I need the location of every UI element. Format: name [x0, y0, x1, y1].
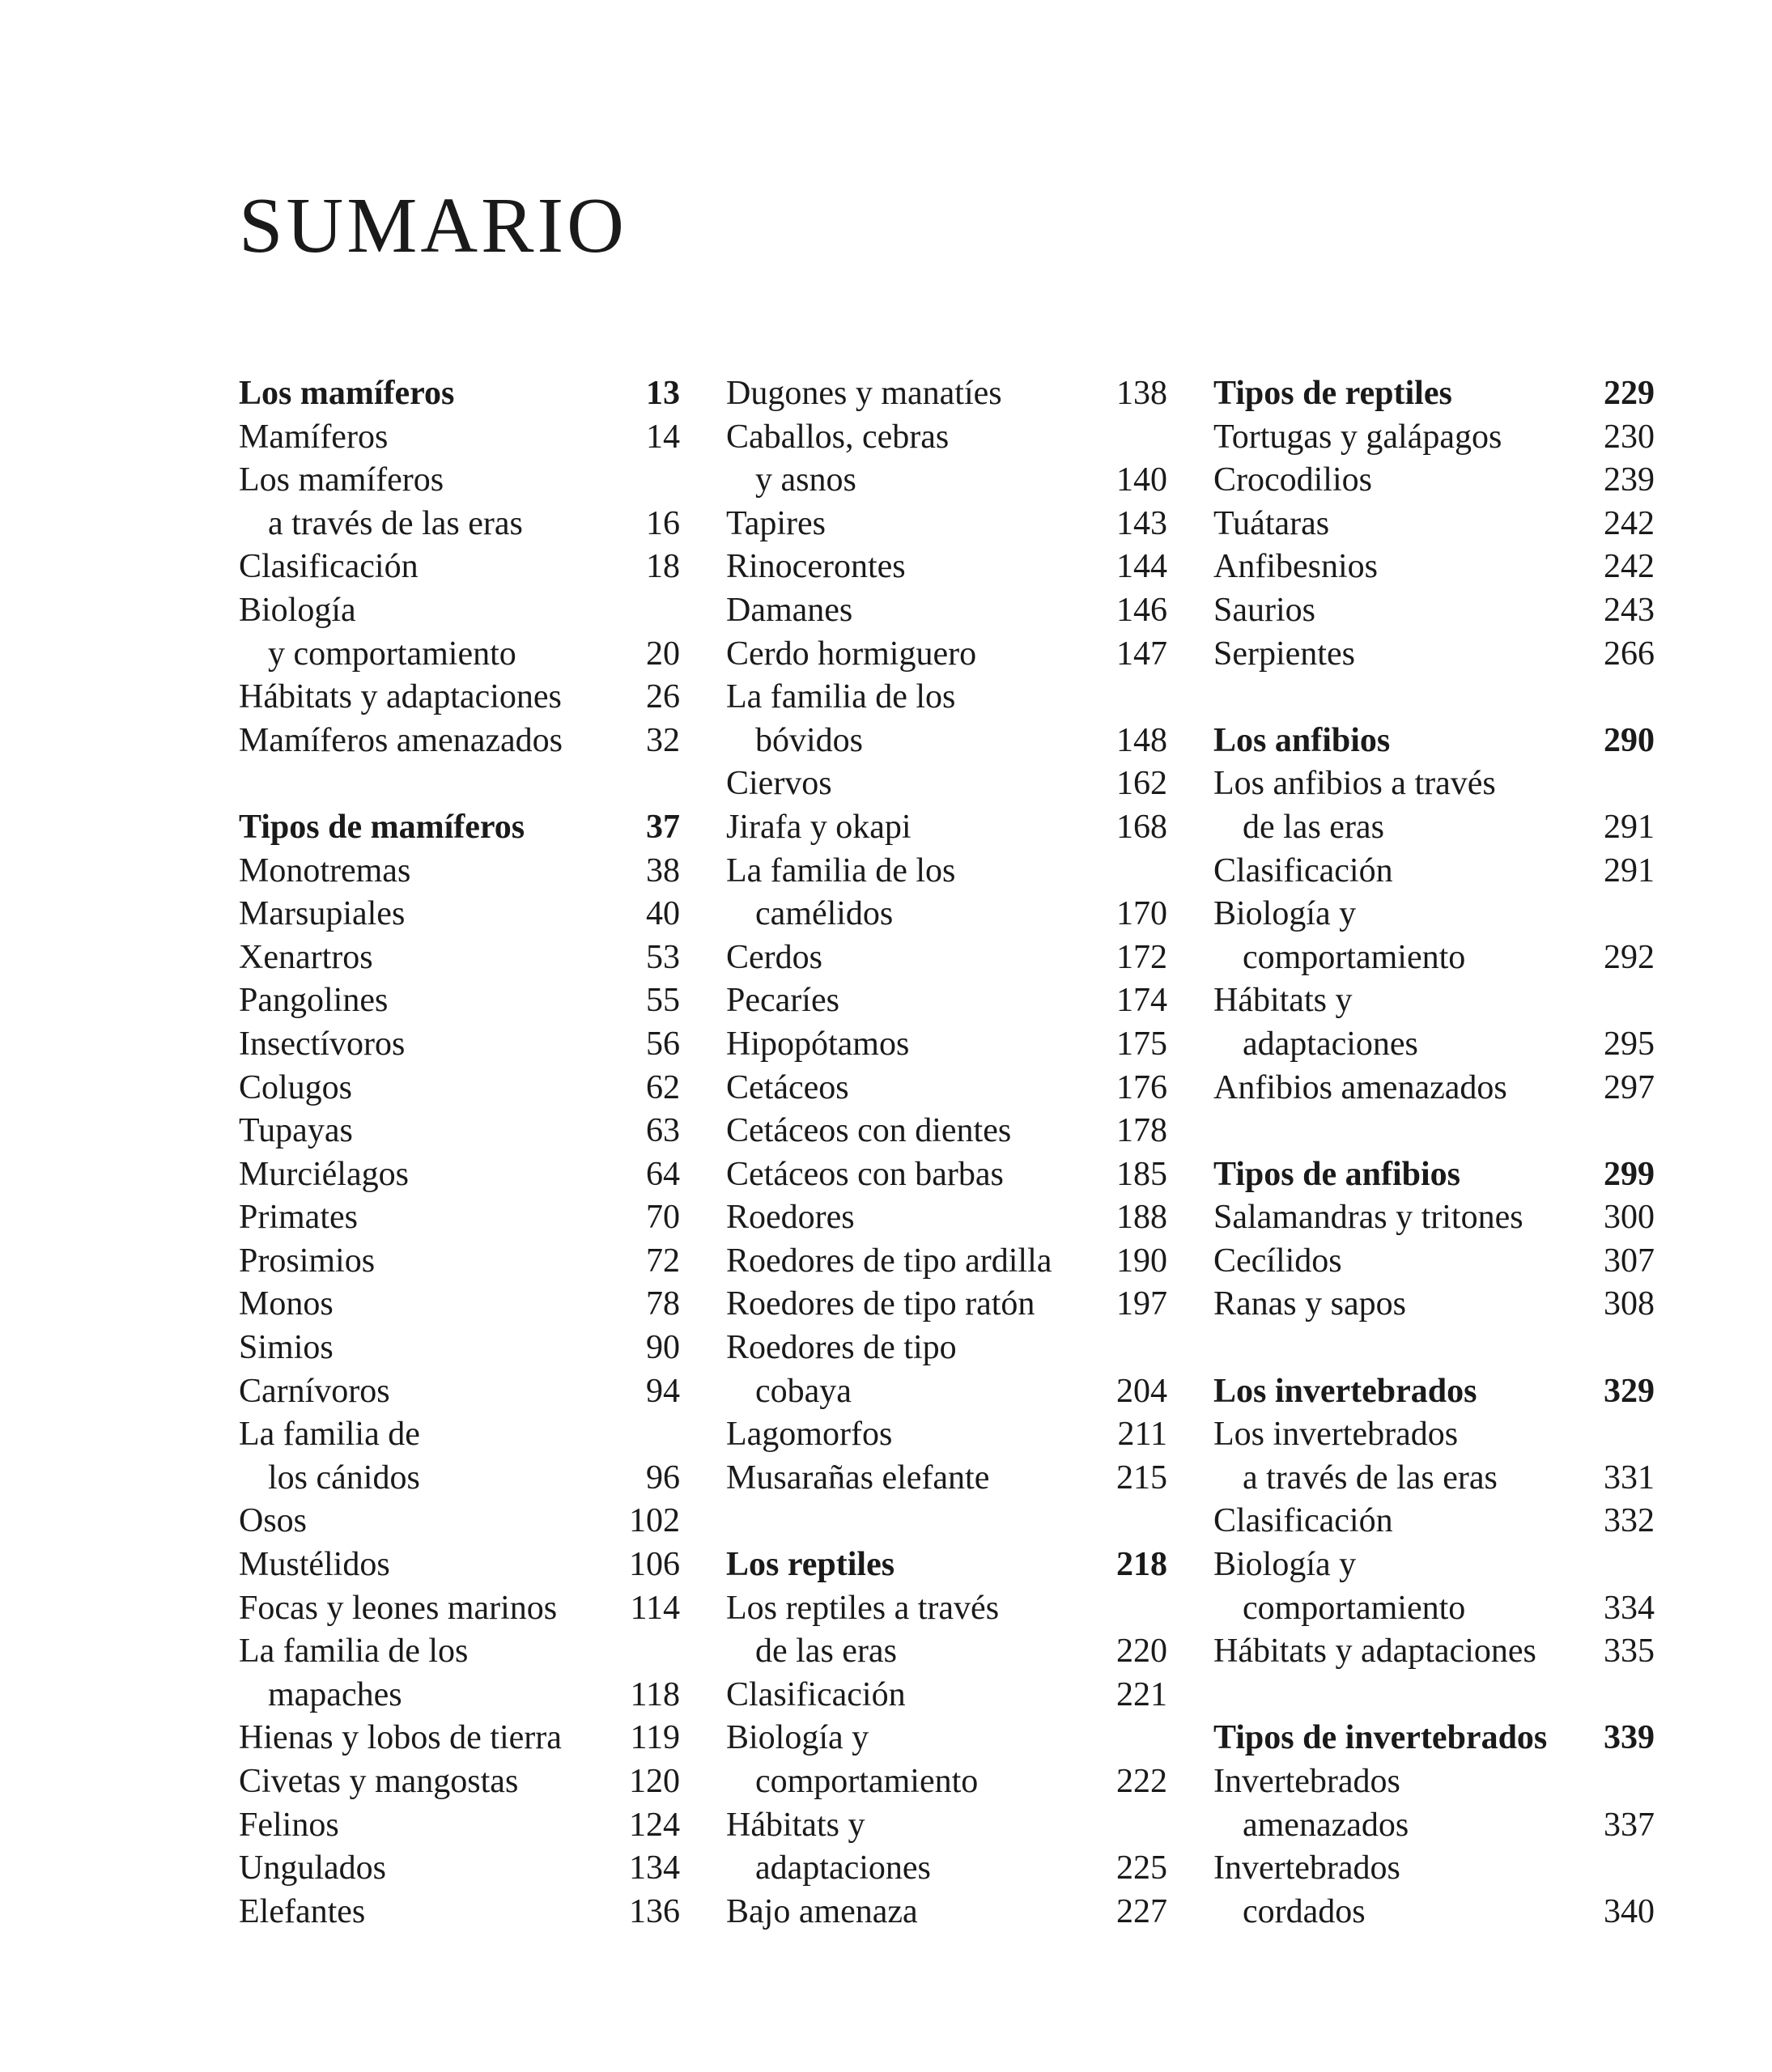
toc-entry	[239, 1891, 680, 1934]
toc-entry	[1213, 762, 1655, 806]
toc-entry-page-number: 18	[646, 548, 680, 586]
toc-entry-page-number: 292	[1604, 938, 1655, 976]
toc-entry-label: Tortugas y galápagos	[1213, 418, 1502, 456]
toc-entry	[239, 416, 680, 460]
toc-entry-label: Musarañas elefante	[726, 1458, 990, 1497]
toc-entry-page-number: 13	[646, 375, 680, 412]
toc-entry-label: adaptaciones	[755, 1849, 931, 1887]
toc-entry-label: Cerdo hormiguero	[726, 635, 977, 673]
toc-entry-label: La familia de	[239, 1416, 420, 1454]
toc-entry-label: Biología y	[1213, 895, 1357, 933]
toc-entry-page-number: 55	[646, 982, 680, 1020]
toc-entry	[726, 1891, 1167, 1934]
toc-entry	[726, 1413, 1167, 1457]
toc-entry-label: Los reptiles	[726, 1546, 895, 1584]
toc-entry-page-number: 329	[1604, 1372, 1655, 1410]
toc-entry-label: Insectívoros	[239, 1025, 406, 1063]
toc-entry-label: Mamíferos	[239, 418, 389, 456]
toc-entry	[239, 1240, 680, 1284]
toc-entry-page-number: 38	[646, 851, 680, 890]
toc-entry-page-number: 148	[1116, 721, 1167, 759]
toc-entry-label: Hábitats y	[1213, 982, 1353, 1020]
toc-entry-label: La familia de los	[239, 1633, 469, 1671]
toc-entry	[726, 1847, 1167, 1891]
toc-entry	[239, 1500, 680, 1543]
toc-entry	[726, 720, 1167, 763]
toc-entry	[239, 1847, 680, 1891]
toc-entry	[1213, 1196, 1655, 1240]
toc-entry-page-number: 106	[629, 1546, 680, 1584]
toc-entry-label: Monos	[239, 1285, 334, 1323]
toc-entry-label: Simios	[239, 1329, 334, 1367]
toc-entry-page-number: 178	[1116, 1112, 1167, 1150]
toc-section-heading	[1213, 1153, 1655, 1197]
toc-entry	[726, 589, 1167, 633]
toc-entry-label: Crocodilios	[1213, 461, 1372, 499]
toc-entry	[1213, 850, 1655, 894]
toc-entry	[239, 1457, 680, 1501]
toc-entry	[239, 1630, 680, 1674]
toc-entry-label: Hábitats y adaptaciones	[239, 678, 562, 716]
toc-entry-page-number: 114	[630, 1589, 680, 1627]
toc-entry-label: Osos	[239, 1502, 308, 1540]
toc-entry	[726, 1717, 1167, 1760]
toc-entry	[239, 1153, 680, 1197]
toc-entry-label: Roedores de tipo ardilla	[726, 1242, 1052, 1280]
toc-entry	[726, 503, 1167, 546]
toc-entry-label: mapaches	[268, 1675, 402, 1713]
toc-entry	[726, 546, 1167, 589]
toc-entry	[1213, 546, 1655, 589]
toc-entry	[239, 893, 680, 936]
toc-entry	[726, 1760, 1167, 1804]
toc-entry-page-number: 90	[646, 1329, 680, 1367]
toc-entry	[726, 850, 1167, 894]
toc-entry	[239, 546, 680, 589]
toc-entry-page-number: 185	[1116, 1155, 1167, 1193]
toc-entry-label: Clasificación	[239, 548, 419, 586]
toc-entry-page-number: 119	[630, 1719, 680, 1757]
toc-entry-label: Marsupiales	[239, 895, 406, 933]
toc-entry	[239, 1283, 680, 1327]
toc-column-1	[239, 372, 680, 1934]
toc-entry-label: Bajo amenaza	[726, 1892, 918, 1930]
toc-entry-label: a través de las eras	[268, 504, 523, 542]
toc-entry	[239, 1023, 680, 1067]
toc-entry-page-number: 172	[1116, 938, 1167, 976]
toc-entry	[239, 589, 680, 633]
toc-entry-page-number: 64	[646, 1155, 680, 1193]
toc-entry-page-number: 334	[1604, 1589, 1655, 1627]
toc-entry	[1213, 1630, 1655, 1674]
toc-entry-label: Roedores de tipo	[726, 1329, 957, 1367]
toc-entry-page-number: 136	[629, 1892, 680, 1930]
toc-entry	[239, 1196, 680, 1240]
toc-entry-page-number: 227	[1116, 1892, 1167, 1930]
toc-entry	[1213, 1500, 1655, 1543]
toc-entry-label: Cerdos	[726, 938, 822, 976]
toc-entry-page-number: 197	[1116, 1285, 1167, 1323]
section-spacer	[1213, 1327, 1655, 1370]
toc-entry-label: Dugones y manatíes	[726, 375, 1002, 412]
toc-entry-label: Xenartros	[239, 938, 373, 976]
toc-entry	[239, 850, 680, 894]
toc-entry-label: amenazados	[1243, 1806, 1409, 1844]
toc-entry	[726, 1153, 1167, 1197]
toc-entry-label: Focas y leones marinos	[239, 1589, 558, 1627]
toc-entry-label: La familia de los	[726, 851, 956, 890]
toc-entry-label: y comportamiento	[268, 635, 516, 673]
toc-column-3	[1213, 372, 1655, 1934]
toc-entry-label: Damanes	[726, 591, 853, 629]
toc-entry-label: Hienas y lobos de tierra	[239, 1719, 562, 1757]
toc-entry-label: Cetáceos con barbas	[726, 1155, 1004, 1193]
toc-entry-page-number: 299	[1604, 1155, 1655, 1193]
toc-entry	[726, 762, 1167, 806]
toc-entry-label: camélidos	[755, 895, 894, 933]
toc-entry	[726, 1630, 1167, 1674]
toc-entry-page-number: 308	[1604, 1285, 1655, 1323]
toc-entry-page-number: 26	[646, 678, 680, 716]
toc-entry-label: Tuátaras	[1213, 504, 1330, 542]
toc-entry	[726, 806, 1167, 850]
toc-entry	[239, 936, 680, 980]
toc-entry-page-number: 138	[1116, 375, 1167, 412]
toc-entry-page-number: 120	[629, 1763, 680, 1800]
toc-entry-label: de las eras	[755, 1633, 897, 1671]
toc-entry-page-number: 190	[1116, 1242, 1167, 1280]
toc-entry-label: Ciervos	[726, 765, 832, 803]
toc-entry-label: de las eras	[1243, 808, 1384, 846]
toc-entry-label: Cecílidos	[1213, 1242, 1342, 1280]
toc-entry-page-number: 188	[1116, 1199, 1167, 1237]
toc-entry-page-number: 134	[629, 1849, 680, 1887]
toc-entry-page-number: 339	[1604, 1719, 1655, 1757]
toc-entry-page-number: 291	[1604, 851, 1655, 890]
toc-entry-page-number: 225	[1116, 1849, 1167, 1887]
toc-entry-page-number: 146	[1116, 591, 1167, 629]
toc-entry	[239, 633, 680, 677]
toc-entry	[239, 459, 680, 503]
toc-entry-page-number: 124	[629, 1806, 680, 1844]
toc-entry-page-number: 221	[1116, 1675, 1167, 1713]
toc-entry-label: y asnos	[755, 461, 856, 499]
toc-entry-label: comportamiento	[1243, 938, 1466, 976]
toc-entry	[1213, 1587, 1655, 1631]
toc-entry-page-number: 340	[1604, 1892, 1655, 1930]
toc-entry-page-number: 242	[1604, 548, 1655, 586]
toc-entry-label: Monotremas	[239, 851, 411, 890]
toc-section-heading	[726, 1543, 1167, 1587]
toc-entry-page-number: 337	[1604, 1806, 1655, 1844]
toc-entry-label: Tupayas	[239, 1112, 353, 1150]
toc-entry-page-number: 222	[1116, 1763, 1167, 1800]
toc-entry-page-number: 230	[1604, 418, 1655, 456]
toc-entry-label: Caballos, cebras	[726, 418, 950, 456]
toc-entry-label: Lagomorfos	[726, 1416, 893, 1454]
toc-entry	[726, 1804, 1167, 1848]
toc-entry-label: Pecaríes	[726, 982, 839, 1020]
toc-entry-label: adaptaciones	[1243, 1025, 1418, 1063]
toc-entry	[1213, 1413, 1655, 1457]
toc-entry-page-number: 211	[1117, 1416, 1167, 1454]
toc-entry-label: Roedores	[726, 1199, 855, 1237]
toc-entry-page-number: 168	[1116, 808, 1167, 846]
toc-entry-label: Prosimios	[239, 1242, 376, 1280]
toc-entry	[1213, 1240, 1655, 1284]
toc-entry-label: Tipos de invertebrados	[1213, 1719, 1548, 1757]
toc-entry-page-number: 147	[1116, 635, 1167, 673]
toc-entry	[1213, 806, 1655, 850]
toc-entry-label: Los invertebrados	[1213, 1416, 1459, 1454]
toc-entry-label: Tipos de mamíferos	[239, 808, 525, 846]
toc-entry-page-number: 56	[646, 1025, 680, 1063]
toc-entry-label: Elefantes	[239, 1892, 366, 1930]
toc-entry-label: cordados	[1243, 1892, 1366, 1930]
toc-entry-page-number: 266	[1604, 635, 1655, 673]
toc-section-heading	[239, 372, 680, 416]
toc-entry-label: Primates	[239, 1199, 358, 1237]
toc-entry	[726, 1327, 1167, 1370]
toc-entry-label: Clasificación	[726, 1675, 906, 1713]
toc-entry-label: Anfibesnios	[1213, 548, 1378, 586]
toc-entry-page-number: 218	[1116, 1546, 1167, 1584]
toc-entry-label: Pangolines	[239, 982, 389, 1020]
page-title: SUMARIO	[239, 182, 627, 270]
toc-entry	[726, 1110, 1167, 1153]
toc-entry	[239, 1370, 680, 1414]
toc-entry	[1213, 1023, 1655, 1067]
toc-entry-label: Mustélidos	[239, 1546, 390, 1584]
toc-entry-page-number: 53	[646, 938, 680, 976]
toc-entry	[239, 1327, 680, 1370]
toc-entry-page-number: 243	[1604, 591, 1655, 629]
toc-entry-page-number: 70	[646, 1199, 680, 1237]
toc-entry	[726, 893, 1167, 936]
toc-entry-page-number: 143	[1116, 504, 1167, 542]
toc-entry-page-number: 63	[646, 1112, 680, 1150]
toc-entry	[1213, 503, 1655, 546]
toc-entry-page-number: 144	[1116, 548, 1167, 586]
toc-entry	[1213, 416, 1655, 460]
toc-entry	[726, 372, 1167, 416]
toc-entry-label: Los mamíferos	[239, 461, 444, 499]
toc-entry-label: Mamíferos amenazados	[239, 721, 563, 759]
toc-entry-page-number: 239	[1604, 461, 1655, 499]
toc-entry	[1213, 1543, 1655, 1587]
toc-entry	[726, 1023, 1167, 1067]
toc-entry-label: los cánidos	[268, 1458, 420, 1497]
toc-entry	[726, 1067, 1167, 1110]
toc-entry-label: Clasificación	[1213, 1502, 1393, 1540]
toc-entry	[239, 1413, 680, 1457]
toc-entry-label: Ungulados	[239, 1849, 386, 1887]
toc-entry	[1213, 459, 1655, 503]
toc-entry-page-number: 174	[1116, 982, 1167, 1020]
toc-entry-page-number: 215	[1116, 1458, 1167, 1497]
toc-entry	[1213, 1283, 1655, 1327]
toc-entry	[1213, 1847, 1655, 1891]
toc-entry	[239, 1717, 680, 1760]
toc-entry-page-number: 332	[1604, 1502, 1655, 1540]
toc-entry-label: Los anfibios a través	[1213, 765, 1496, 803]
toc-entry-page-number: 62	[646, 1068, 680, 1106]
toc-entry	[726, 979, 1167, 1023]
toc-entry-label: Tipos de reptiles	[1213, 375, 1452, 412]
toc-entry-page-number: 37	[646, 808, 680, 846]
toc-entry-label: Jirafa y okapi	[726, 808, 911, 846]
toc-entry	[239, 676, 680, 720]
toc-entry-label: Ranas y sapos	[1213, 1285, 1406, 1323]
toc-entry-label: Los mamíferos	[239, 375, 455, 412]
toc-entry-label: Invertebrados	[1213, 1763, 1400, 1800]
toc-entry-label: Hábitats y adaptaciones	[1213, 1633, 1536, 1671]
toc-entry-page-number: 335	[1604, 1633, 1655, 1671]
toc-section-heading	[1213, 372, 1655, 416]
toc-entry-page-number: 204	[1116, 1372, 1167, 1410]
toc-entry	[239, 503, 680, 546]
toc-entry-label: Carnívoros	[239, 1372, 390, 1410]
toc-entry	[726, 459, 1167, 503]
toc-entry	[1213, 893, 1655, 936]
toc-entry	[239, 1760, 680, 1804]
toc-section-heading	[239, 806, 680, 850]
section-spacer	[726, 1500, 1167, 1543]
toc-entry	[726, 1370, 1167, 1414]
toc-entry-page-number: 290	[1604, 721, 1655, 759]
toc-entry	[239, 1804, 680, 1848]
toc-entry-label: Saurios	[1213, 591, 1315, 629]
toc-entry-page-number: 32	[646, 721, 680, 759]
toc-entry	[726, 936, 1167, 980]
toc-entry-page-number: 297	[1604, 1068, 1655, 1106]
toc-entry-label: Hipopótamos	[726, 1025, 910, 1063]
section-spacer	[1213, 1110, 1655, 1153]
toc-entry-page-number: 229	[1604, 375, 1655, 412]
toc-entry	[239, 720, 680, 763]
toc-entry-page-number: 170	[1116, 895, 1167, 933]
toc-entry	[726, 1196, 1167, 1240]
toc-entry-label: Los anfibios	[1213, 721, 1391, 759]
toc-entry-page-number: 175	[1116, 1025, 1167, 1063]
toc-entry-label: Tapires	[726, 504, 827, 542]
toc-section-heading	[1213, 1370, 1655, 1414]
toc-entry-page-number: 176	[1116, 1068, 1167, 1106]
toc-entry	[1213, 1804, 1655, 1848]
toc-entry-label: Biología y	[726, 1719, 869, 1757]
toc-entry-label: Clasificación	[1213, 851, 1393, 890]
toc-entry-label: Los reptiles a través	[726, 1589, 1000, 1627]
toc-entry-page-number: 300	[1604, 1199, 1655, 1237]
toc-entry-label: bóvidos	[755, 721, 864, 759]
toc-entry	[726, 1283, 1167, 1327]
toc-column-2	[726, 372, 1167, 1934]
toc-entry-label: comportamiento	[1243, 1589, 1466, 1627]
toc-entry-page-number: 14	[646, 418, 680, 456]
toc-entry	[726, 1587, 1167, 1631]
toc-entry-label: Salamandras y tritones	[1213, 1199, 1523, 1237]
toc-entry-label: Felinos	[239, 1806, 339, 1844]
toc-entry-label: a través de las eras	[1243, 1458, 1498, 1497]
toc-entry-label: Anfibios amenazados	[1213, 1068, 1507, 1106]
toc-entry-label: Cetáceos	[726, 1068, 849, 1106]
toc-entry	[726, 1457, 1167, 1501]
toc-entry-page-number: 331	[1604, 1458, 1655, 1497]
toc-entry-page-number: 72	[646, 1242, 680, 1280]
toc-entry	[726, 633, 1167, 677]
toc-entry-label: Los invertebrados	[1213, 1372, 1477, 1410]
toc-entry-label: Roedores de tipo ratón	[726, 1285, 1035, 1323]
toc-entry-page-number: 118	[630, 1675, 680, 1713]
toc-entry	[726, 1240, 1167, 1284]
toc-entry-page-number: 94	[646, 1372, 680, 1410]
toc-entry	[239, 1110, 680, 1153]
toc-entry-label: Hábitats y	[726, 1806, 865, 1844]
toc-entry-page-number: 162	[1116, 765, 1167, 803]
toc-entry-page-number: 78	[646, 1285, 680, 1323]
toc-entry	[239, 979, 680, 1023]
toc-entry-label: Colugos	[239, 1068, 353, 1106]
toc-entry-page-number: 16	[646, 504, 680, 542]
toc-entry	[1213, 979, 1655, 1023]
toc-entry-label: La familia de los	[726, 678, 956, 716]
toc-entry	[726, 1674, 1167, 1717]
section-spacer	[1213, 676, 1655, 720]
toc-entry-page-number: 291	[1604, 808, 1655, 846]
toc-entry-label: Rinocerontes	[726, 548, 906, 586]
toc-entry-label: Biología y	[1213, 1546, 1357, 1584]
toc-entry	[1213, 589, 1655, 633]
toc-entry-page-number: 96	[646, 1458, 680, 1497]
toc-entry	[1213, 633, 1655, 677]
toc-entry-label: Civetas y mangostas	[239, 1763, 519, 1800]
toc-entry-label: Tipos de anfibios	[1213, 1155, 1461, 1193]
toc-entry-label: Murciélagos	[239, 1155, 409, 1193]
toc-entry	[239, 1543, 680, 1587]
toc-entry-page-number: 102	[629, 1502, 680, 1540]
toc-entry-label: Cetáceos con dientes	[726, 1112, 1012, 1150]
toc-entry-page-number: 295	[1604, 1025, 1655, 1063]
toc-entry	[1213, 1891, 1655, 1934]
toc-entry	[1213, 1760, 1655, 1804]
section-spacer	[1213, 1674, 1655, 1717]
toc-entry-label: cobaya	[755, 1372, 852, 1410]
toc-entry	[1213, 1067, 1655, 1110]
toc-entry	[239, 1674, 680, 1717]
toc-entry-page-number: 140	[1116, 461, 1167, 499]
toc-entry-page-number: 307	[1604, 1242, 1655, 1280]
toc-entry	[1213, 936, 1655, 980]
toc-entry	[726, 676, 1167, 720]
toc-entry-page-number: 40	[646, 895, 680, 933]
toc-entry-page-number: 220	[1116, 1633, 1167, 1671]
toc-entry-label: Biología	[239, 591, 356, 629]
toc-entry	[239, 1067, 680, 1110]
toc-entry-label: Serpientes	[1213, 635, 1355, 673]
toc-entry-label: Invertebrados	[1213, 1849, 1400, 1887]
toc-entry-page-number: 20	[646, 635, 680, 673]
toc-entry	[1213, 1457, 1655, 1501]
toc-entry	[239, 1587, 680, 1631]
toc-entry	[726, 416, 1167, 460]
section-spacer	[239, 762, 680, 806]
toc-section-heading	[1213, 1717, 1655, 1760]
toc-entry-label: comportamiento	[755, 1763, 979, 1800]
toc-section-heading	[1213, 720, 1655, 763]
toc-entry-page-number: 242	[1604, 504, 1655, 542]
